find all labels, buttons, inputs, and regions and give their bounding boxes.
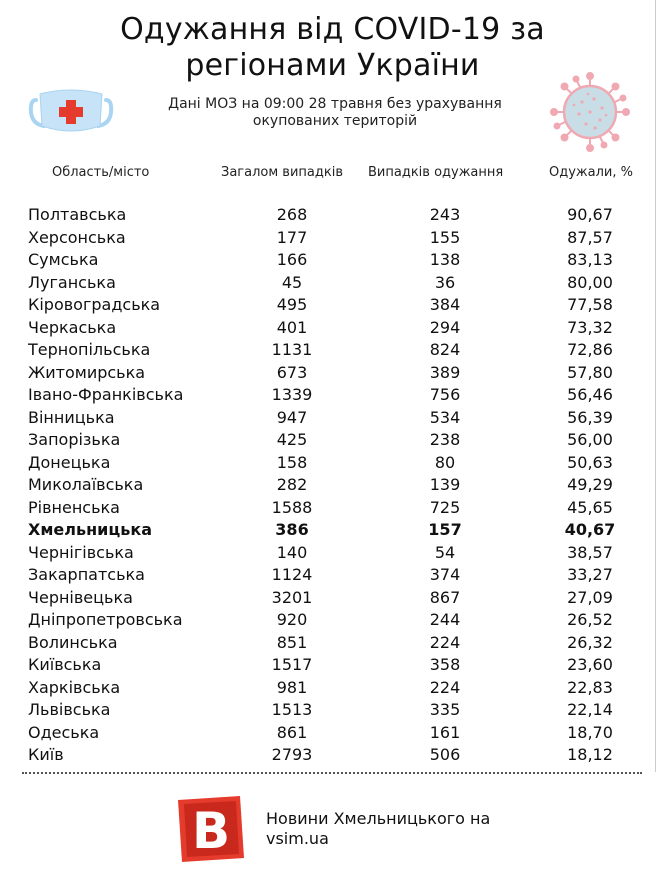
subtitle [140, 96, 530, 130]
region-name: Черкаська [28, 317, 117, 337]
table-row [0, 677, 665, 700]
recovered-cases: 54 [434, 542, 456, 562]
recovered-percent: 90,67 [567, 205, 613, 224]
total-cases: 1513 [271, 700, 313, 719]
total-cases: 1588 [271, 497, 313, 517]
table-row [0, 654, 665, 677]
recovered-percent: 33,27 [567, 565, 613, 584]
table-row [0, 542, 665, 565]
region-name: Івано-Франківська [28, 385, 184, 404]
recovered-percent: 83,13 [567, 250, 613, 269]
recovered-percent: 22,83 [567, 677, 613, 697]
recovered-cases: 224 [429, 632, 461, 652]
recovered-percent: 26,32 [567, 632, 613, 652]
title-line-1: Одужання від COVID-19 за [120, 12, 545, 47]
table-row [0, 519, 665, 542]
total-cases: 1339 [271, 385, 313, 404]
table-row [0, 632, 665, 655]
table-row [0, 272, 665, 295]
recovered-cases: 335 [429, 700, 461, 719]
recovered-cases: 80 [434, 452, 456, 472]
region-name: Житомирська [28, 362, 146, 382]
recovered-cases: 238 [429, 430, 461, 449]
recovered-percent: 49,29 [567, 475, 613, 494]
coronavirus-icon [550, 72, 630, 152]
total-cases: 177 [276, 227, 308, 247]
region-name: Київ [28, 745, 64, 764]
recovered-percent: 26,52 [567, 610, 613, 629]
table-row [0, 317, 665, 340]
recovered-percent: 56,00 [567, 430, 613, 449]
total-cases: 386 [275, 520, 309, 539]
recovered-percent: 18,70 [567, 722, 613, 742]
total-cases: 495 [276, 295, 308, 314]
recovered-cases: 867 [429, 587, 461, 607]
recovered-cases: 389 [429, 362, 461, 382]
table-row [0, 384, 665, 407]
region-name: Миколаївська [28, 475, 144, 494]
recovered-percent: 40,67 [564, 520, 616, 539]
recovered-cases: 756 [429, 385, 461, 404]
recovered-cases: 243 [429, 205, 461, 224]
table-row [0, 429, 665, 452]
footer-line-1: Новини Хмельницького на [266, 809, 491, 828]
column-header-region: Область/місто [52, 165, 150, 180]
table-row [0, 609, 665, 632]
region-name: Харківська [28, 677, 121, 697]
region-name: Хмельницька [28, 520, 152, 539]
recovered-percent: 27,09 [567, 587, 613, 607]
total-cases: 1517 [271, 655, 313, 674]
total-cases: 158 [276, 452, 308, 472]
table-row [0, 699, 665, 722]
table-row [0, 744, 665, 767]
subtitle-line-1: Дані МОЗ на 09:00 28 травня без урахування [168, 96, 502, 112]
recovery-table [0, 204, 665, 767]
recovered-percent: 38,57 [567, 542, 613, 562]
recovered-percent: 18,12 [567, 745, 613, 764]
right-border [655, 0, 656, 772]
total-cases: 851 [276, 632, 308, 652]
recovered-cases: 36 [434, 272, 456, 292]
recovered-cases: 374 [429, 565, 461, 584]
recovered-cases: 161 [429, 722, 461, 742]
region-name: Рівненська [28, 497, 120, 517]
medical-mask-icon [28, 86, 114, 136]
column-header-total: Загалом випадків [221, 165, 343, 180]
total-cases: 981 [276, 677, 308, 697]
recovered-percent: 56,39 [567, 407, 613, 427]
region-name: Донецька [28, 452, 111, 472]
total-cases: 268 [276, 205, 308, 224]
recovered-cases: 384 [429, 295, 461, 314]
table-row [0, 722, 665, 745]
recovered-cases: 244 [429, 610, 461, 629]
total-cases: 282 [276, 475, 308, 494]
recovered-percent: 50,63 [567, 452, 613, 472]
region-name: Одеська [28, 722, 100, 742]
total-cases: 1124 [271, 565, 313, 584]
table-row [0, 249, 665, 272]
total-cases: 947 [276, 407, 308, 427]
table-row [0, 294, 665, 317]
total-cases: 920 [276, 610, 308, 629]
total-cases: 425 [276, 430, 308, 449]
recovered-cases: 824 [429, 340, 461, 359]
table-row [0, 587, 665, 610]
title-line-2: регіонами України [185, 48, 480, 83]
region-name: Волинська [28, 632, 118, 652]
recovered-percent: 87,57 [567, 227, 613, 247]
table-row [0, 497, 665, 520]
table-row [0, 564, 665, 587]
recovered-cases: 157 [428, 520, 462, 539]
region-name: Чернівецька [28, 587, 133, 607]
total-cases: 861 [276, 722, 308, 742]
region-name: Запорізька [28, 430, 121, 449]
recovered-percent: 77,58 [567, 295, 613, 314]
region-name: Чернігівська [28, 542, 134, 562]
recovered-cases: 506 [429, 745, 461, 764]
table-row [0, 474, 665, 497]
vsim-logo [178, 796, 244, 862]
region-name: Вінницька [28, 407, 115, 427]
recovered-cases: 358 [429, 655, 461, 674]
recovered-cases: 139 [429, 475, 461, 494]
region-name: Тернопільська [28, 340, 151, 359]
region-name: Херсонська [28, 227, 126, 247]
table-row [0, 407, 665, 430]
total-cases: 673 [276, 362, 308, 382]
region-name: Луганська [28, 272, 116, 292]
region-name: Львівська [28, 700, 111, 719]
recovered-percent: 23,60 [567, 655, 613, 674]
recovered-cases: 294 [429, 317, 461, 337]
table-row [0, 227, 665, 250]
recovered-cases: 138 [429, 250, 461, 269]
recovered-percent: 56,46 [567, 385, 613, 404]
total-cases: 166 [276, 250, 308, 269]
region-name: Кіровоградська [28, 295, 161, 314]
region-name: Сумська [28, 250, 99, 269]
total-cases: 3201 [271, 587, 313, 607]
recovered-percent: 22,14 [567, 700, 613, 719]
column-header-recovered: Випадків одужання [368, 165, 504, 180]
table-row [0, 452, 665, 475]
footer-text [266, 809, 490, 849]
table-row [0, 204, 665, 227]
total-cases: 140 [276, 542, 308, 562]
recovered-cases: 155 [429, 227, 461, 247]
recovered-cases: 534 [429, 407, 461, 427]
region-name: Київська [28, 655, 102, 674]
region-name: Закарпатська [28, 565, 145, 584]
recovered-cases: 725 [429, 497, 461, 517]
recovered-percent: 80,00 [567, 272, 613, 292]
recovered-percent: 45,65 [567, 497, 613, 517]
logo-letter: B [191, 802, 231, 860]
total-cases: 45 [281, 272, 303, 292]
total-cases: 401 [276, 317, 308, 337]
column-header-percent: Одужали, % [549, 165, 633, 180]
total-cases: 2793 [271, 745, 313, 764]
table-row [0, 339, 665, 362]
recovered-percent: 73,32 [567, 317, 613, 337]
recovered-percent: 57,80 [567, 362, 613, 382]
recovered-cases: 224 [429, 677, 461, 697]
region-name: Дніпропетровська [28, 610, 183, 629]
total-cases: 1131 [271, 340, 313, 359]
subtitle-line-2: окупованих територій [252, 113, 418, 129]
recovered-percent: 72,86 [567, 340, 613, 359]
footer-site-link[interactable]: vsim.ua [266, 829, 329, 848]
dotted-divider [22, 772, 642, 774]
table-row [0, 362, 665, 385]
region-name: Полтавська [28, 205, 127, 224]
